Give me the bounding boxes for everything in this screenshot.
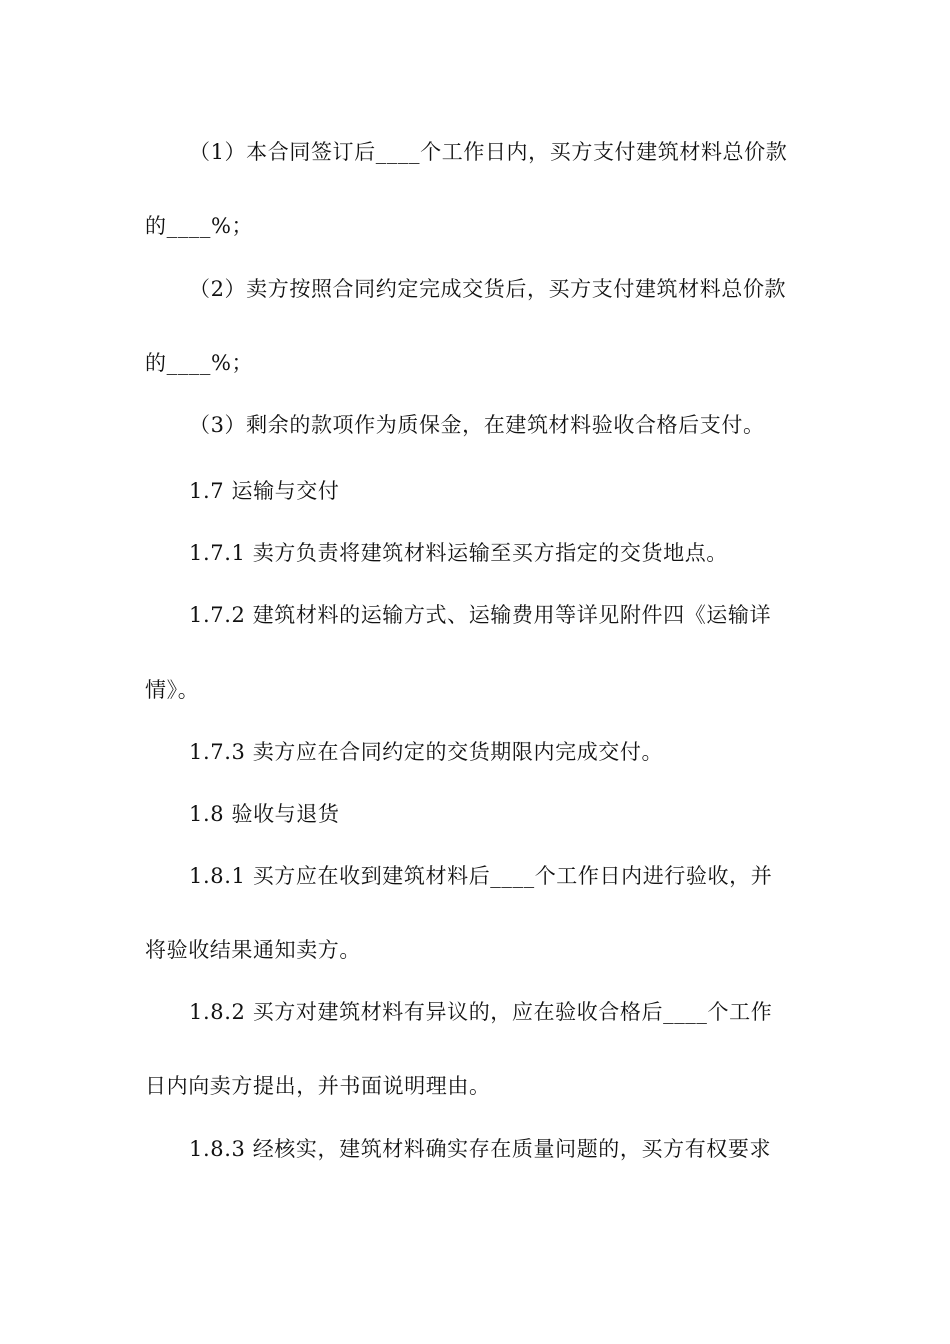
clause-1-8-2-continued: 日内向卖方提出，并书面说明理由。 <box>145 1074 491 1098</box>
payment-term-1-continued: 的____%； <box>145 214 254 238</box>
clause-1-8-2: 1.8.2 买方对建筑材料有异议的，应在验收合格后____个工作 <box>189 1000 773 1024</box>
clause-1-7-2: 1.7.2 建筑材料的运输方式、运输费用等详见附件四《运输详 <box>189 603 772 627</box>
payment-term-2: （2）卖方按照合同约定完成交货后，买方支付建筑材料总价款 <box>189 277 787 301</box>
clause-1-8-1: 1.8.1 买方应在收到建筑材料后____个工作日内进行验收，并 <box>189 864 773 888</box>
section-heading-transport: 1.7 运输与交付 <box>189 479 340 503</box>
section-heading-acceptance: 1.8 验收与退货 <box>189 802 340 826</box>
clause-1-8-1-continued: 将验收结果通知卖方。 <box>145 938 361 962</box>
clause-1-8-3: 1.8.3 经核实，建筑材料确实存在质量问题的，买方有权要求 <box>189 1137 772 1161</box>
clause-1-7-1: 1.7.1 卖方负责将建筑材料运输至买方指定的交货地点。 <box>189 541 728 565</box>
clause-1-7-3: 1.7.3 卖方应在合同约定的交货期限内完成交付。 <box>189 740 664 764</box>
clause-1-7-2-continued: 情》。 <box>145 678 200 702</box>
payment-term-2-continued: 的____%； <box>145 351 254 375</box>
payment-term-1: （1）本合同签订后____个工作日内，买方支付建筑材料总价款 <box>189 140 788 164</box>
payment-term-3: （3）剩余的款项作为质保金，在建筑材料验收合格后支付。 <box>189 413 765 437</box>
